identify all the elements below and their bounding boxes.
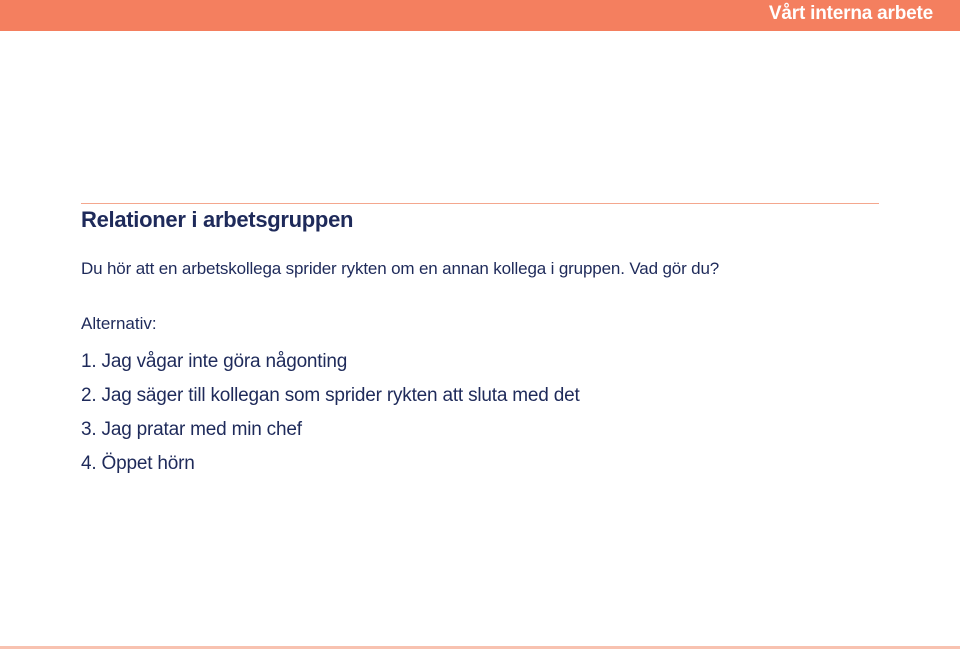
option-item-4: 4. Öppet hörn — [81, 453, 195, 474]
page-heading: Relationer i arbetsgruppen — [81, 207, 354, 232]
heading-divider — [81, 203, 879, 204]
question-text: Du hör att en arbetskollega sprider rykten om en annan kollega i gruppen. Vad gör du? — [81, 259, 720, 278]
alternatives-label: Alternativ: — [81, 314, 157, 333]
options-list — [81, 345, 580, 481]
option-item-2: 2. Jag säger till kollegan som sprider rykten att sluta med det — [81, 385, 580, 406]
option-item-1: 1. Jag vågar inte göra någonting — [81, 351, 348, 372]
option-item-3: 3. Jag pratar med min chef — [81, 419, 302, 440]
section-title: Vårt interna arbete — [768, 3, 933, 24]
header-bar — [0, 0, 960, 31]
